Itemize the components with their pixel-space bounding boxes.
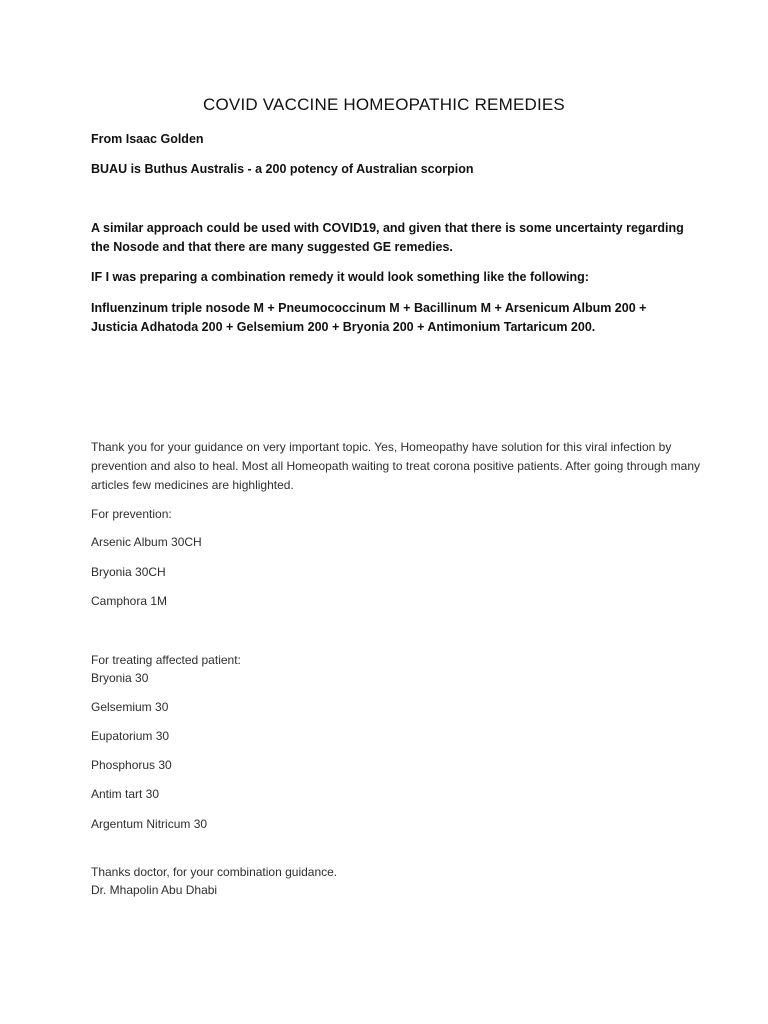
if-line: IF I was preparing a combination remedy it would look something like the following: [91,270,589,284]
treating-item: Antim tart 30 [91,787,160,801]
treating-item: Phosphorus 30 [91,758,172,772]
prevention-item: Arsenic Album 30CH [91,535,202,549]
treating-item: Argentum Nitricum 30 [91,817,208,831]
treating-item: Gelsemium 30 [91,700,169,714]
thanks-paragraph: Thank you for your guidance on very important topic. Yes, Homeopathy have solution for this viral infection by prevention and also to heal. Most all Homeopath waiting to treat corona positive patients. After going through many articles few medicines are highlighted. [91,440,701,492]
combination-paragraph: Influenzinum triple nosode M + Pneumococcinum M + Bacillinum M + Arsenicum Album 200 + Justicia Adhatoda 200 + Gelsemium 200 + Bryonia 200 + Antimonium Tartaricum 200. [91,301,647,334]
prevention-item: Camphora 1M [91,594,168,608]
treating-item: Bryonia 30 [91,671,149,685]
treating-heading: For treating affected patient: [91,653,241,667]
approach-paragraph: A similar approach could be used with COVID19, and given that there is some uncertainty regarding the Nosode and that there are many suggested GE remedies. [91,221,684,254]
treating-item: Eupatorium 30 [91,729,170,743]
buau-line: BUAU is Buthus Australis - a 200 potency of Australian scorpion [91,162,474,176]
closing-line: Thanks doctor, for your combination guidance. [91,865,338,879]
document-title: COVID VACCINE HOMEOPATHIC REMEDIES [203,95,565,114]
prevention-item: Bryonia 30CH [91,565,166,579]
prevention-heading: For prevention: [91,507,172,521]
signature-line: Dr. Mhapolin Abu Dhabi [91,883,218,897]
from-line: From Isaac Golden [91,132,204,146]
